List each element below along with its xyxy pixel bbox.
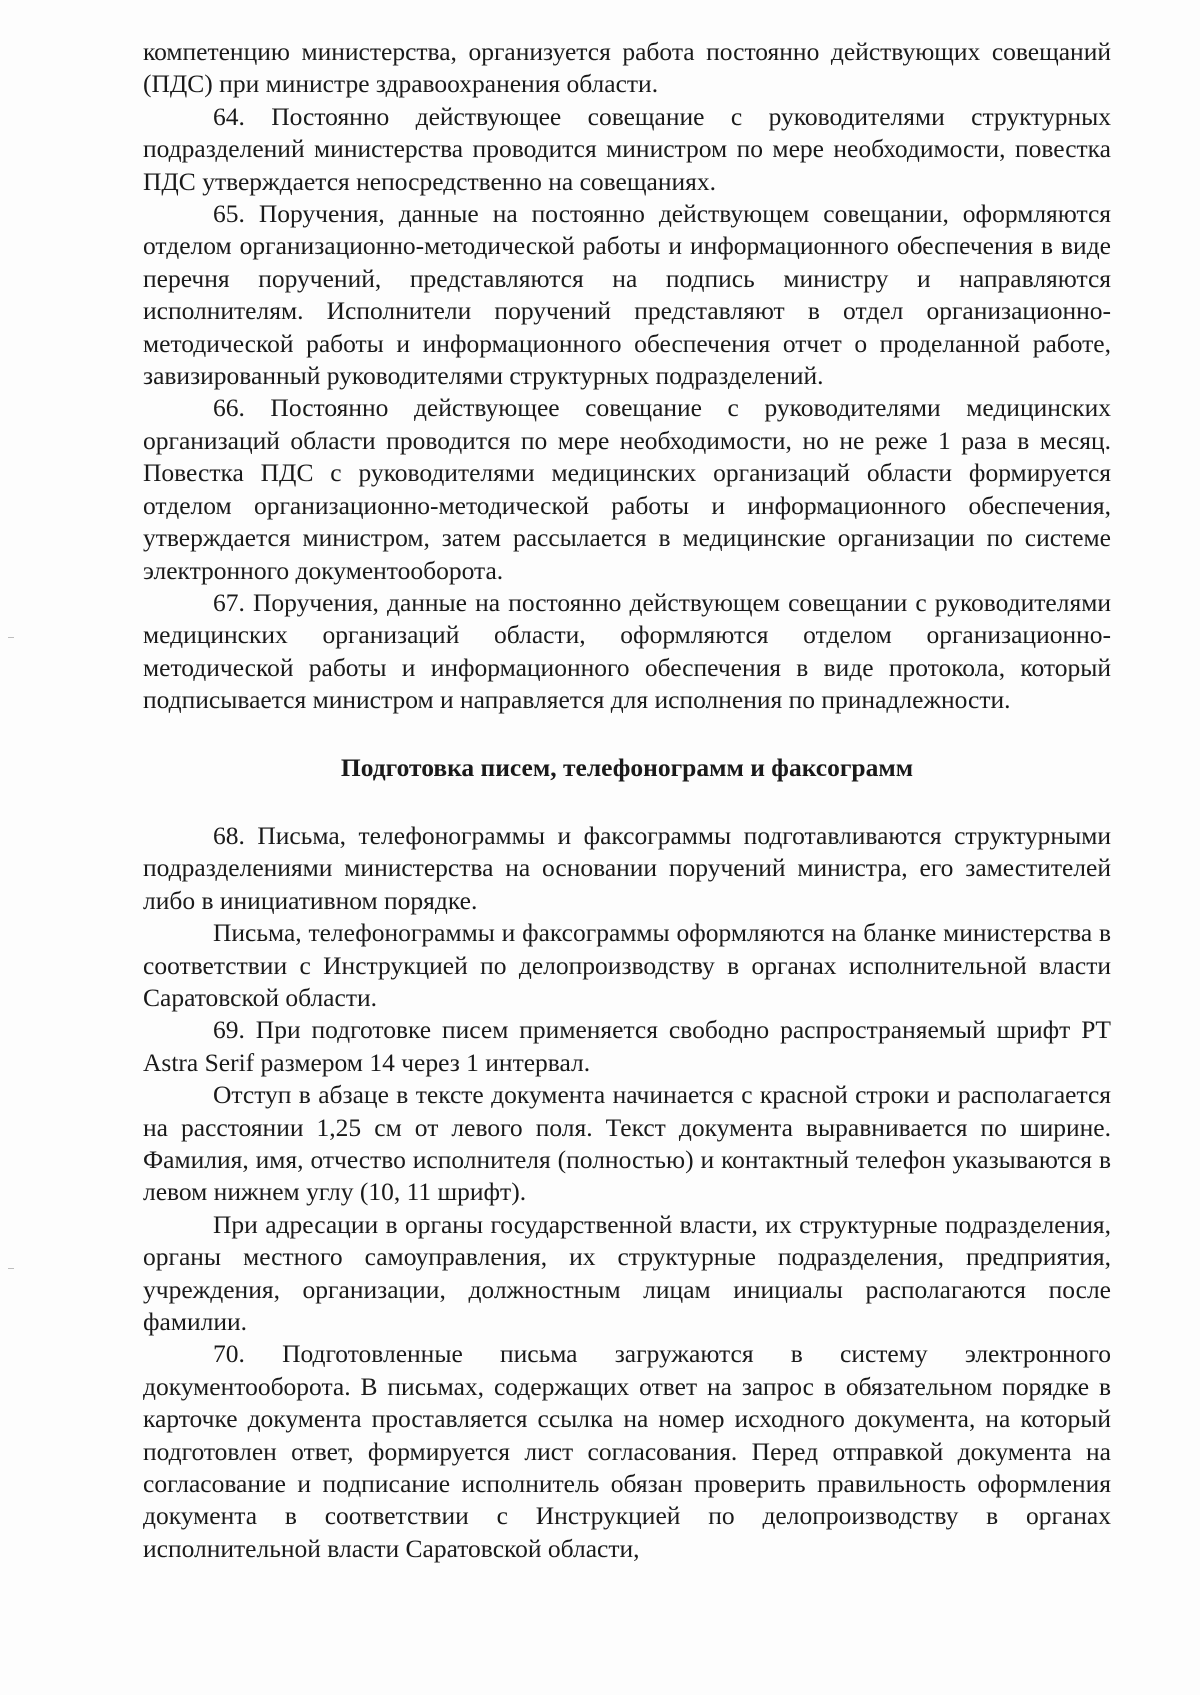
paragraph-continuation: компетенцию министерства, организуется работа постоянно действующих совещаний (ПДС) при министре здравоохранения области.	[143, 37, 1111, 99]
scan-margin-mark	[8, 637, 14, 638]
document-body	[143, 36, 1111, 1565]
paragraph-68-letters-form: Письма, телефонограммы и факсограммы оформляются на бланке министерства в соответствии с Инструкцией по делопроизводству в органах исполнительной власти Саратовской области.	[143, 918, 1111, 1012]
spacer	[143, 717, 1111, 752]
paragraph-64: 64. Постоянно действующее совещание с руководителями структурных подразделений министерства проводится министром по мере необходимости, повестка ПДС утверждается непосредственно на совещаниях.	[143, 101, 1111, 196]
paragraph-70: 70. Подготовленные письма загружаются в систему электронного документооборота. В письмах, содержащих ответ на запрос в обязательном порядке в карточке документа проставляется ссылка на номер исходного документа, на который подготовлен ответ, формируется лист согласования. Перед отправкой документа на согласование и подписание исполнитель обязан проверить правильность оформления документа в соответствии с Инструкцией по делопроизводству в органах исполнительной власти Саратовской области,	[143, 1339, 1111, 1563]
paragraph-66: 66. Постоянно действующее совещание с руководителями медицинских организаций области проводится по мере необходимости, но не реже 1 раза в месяц. Повестка ПДС с руководителями медицинских организаций области формируется отделом организационно-методической работы и информационного обеспечения, утверждается министром, затем рассылается в медицинские организации по системе электронного документооборота.	[143, 393, 1111, 585]
paragraph-68: 68. Письма, телефонограммы и факсограммы подготавливаются структурными подразделениями министерства на основании поручений министра, его заместителей либо в инициативном порядке.	[143, 820, 1111, 915]
paragraph-65: 65. Поручения, данные на постоянно действующем совещании, оформляются отделом организационно-методической работы и информационного обеспечения в виде перечня поручений, представляются на подпись министру и направляются исполнителям. Исполнители поручений представляют в отдел организационно-методической работы и информационного обеспечения отчет о проделанной работе, завизированный руководителями структурных подразделений.	[143, 199, 1111, 391]
spacer	[143, 784, 1111, 820]
paragraph-69: 69. При подготовке писем применяется свободно распространяемый шрифт PT Astra Serif размером 14 через 1 интервал.	[143, 1015, 1111, 1077]
scan-margin-mark	[8, 1268, 14, 1269]
section-heading: Подготовка писем, телефонограмм и факсограмм	[340, 752, 914, 782]
paragraph-69-indent-rule: Отступ в абзаце в тексте документа начинается с красной строки и располагается на расстоянии 1,25 см от левого поля. Текст документа выравнивается по ширине. Фамилия, имя, отчество исполнителя (полностью) и контактный телефон указываются в левом нижнем углу (10, 11 шрифт).	[143, 1080, 1111, 1207]
paragraph-69-addressing: При адресации в органы государственной власти, их структурные подразделения, органы местного самоуправления, их структурные подразделения, предприятия, учреждения, организации, должностным лицам инициалы располагаются после фамилии.	[143, 1209, 1111, 1337]
paragraph-67: 67. Поручения, данные на постоянно действующем совещании с руководителями медицинских организаций области, оформляются отделом организационно-методической работы и информационного обеспечения в виде протокола, который подписывается министром и направляется для исполнения по принадлежности.	[143, 587, 1111, 715]
